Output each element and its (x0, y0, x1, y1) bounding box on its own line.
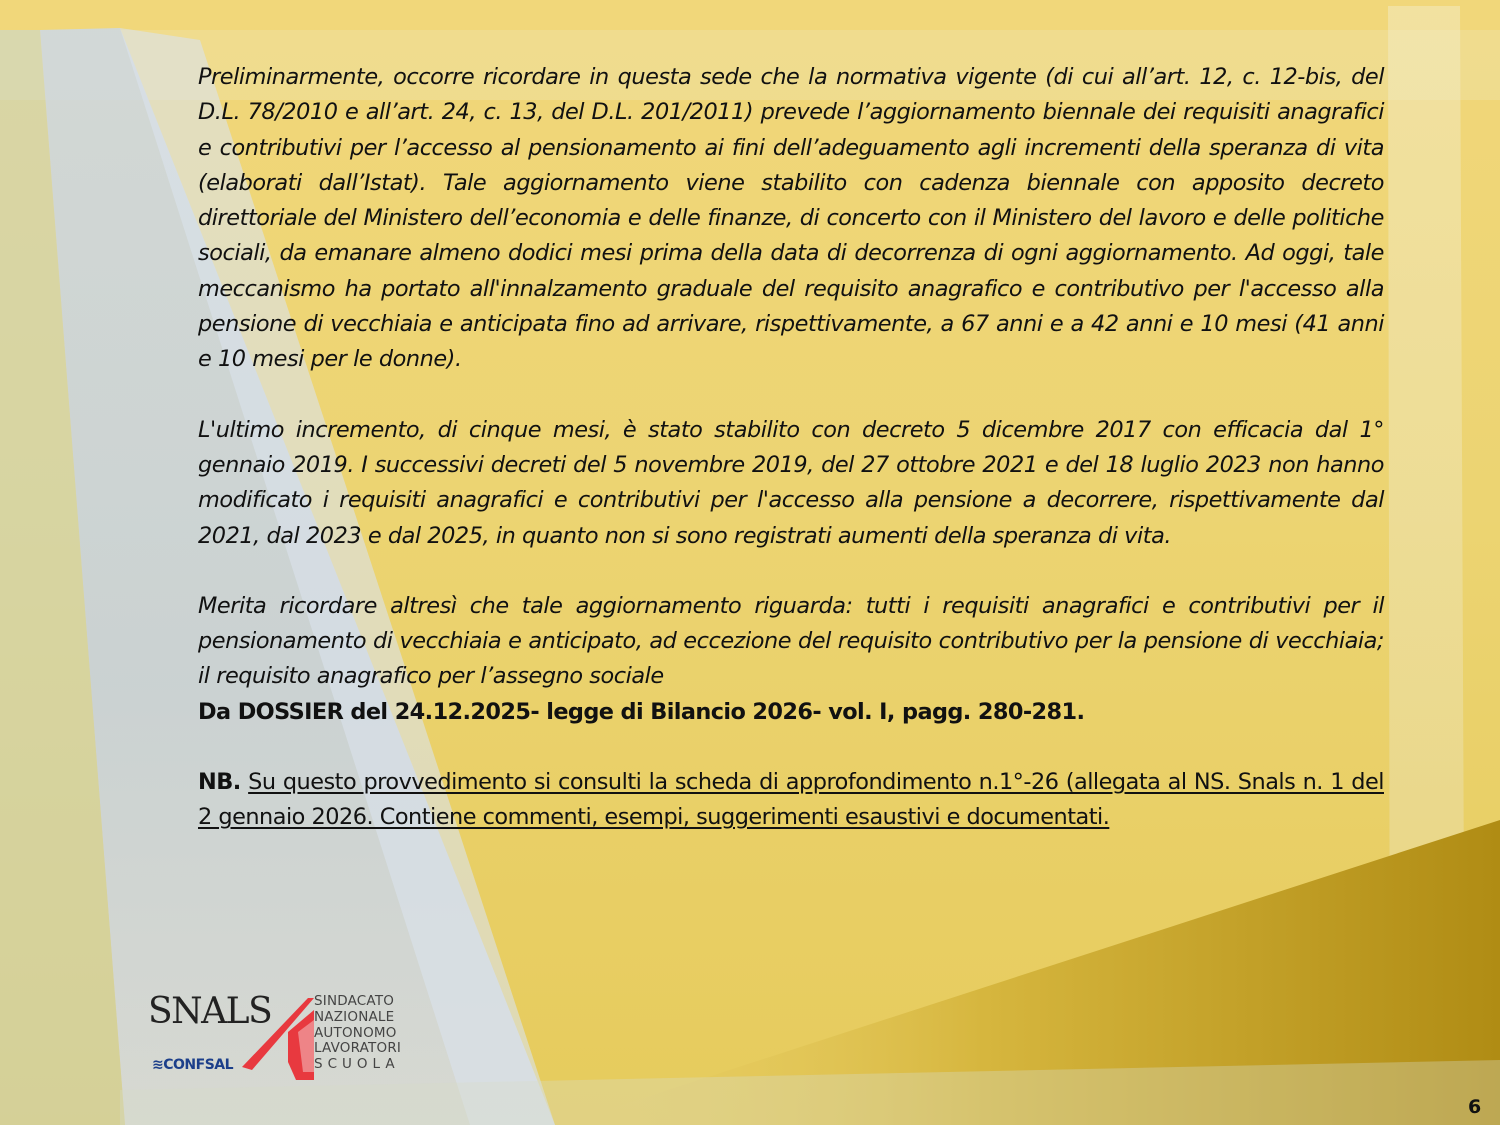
logo-wordmark: SNALS (148, 991, 272, 1032)
logo-line: AUTONOMO (314, 1024, 397, 1041)
confsal-text: CONFSAL (163, 1057, 234, 1073)
confsal-icon: ≋ (152, 1057, 164, 1073)
source-citation: Da DOSSIER del 24.12.2025- legge di Bilancio 2026- vol. I, pagg. 280-281. (198, 698, 1085, 725)
logo-lines (314, 994, 401, 1073)
logo-line: LAVORATORI (314, 1040, 402, 1057)
slide-text (198, 60, 1384, 836)
paragraph-1: Preliminarmente, occorre ricordare in questa sede che la normativa vigente (di cui all’art. 12, c. 12-bis, del D.L. 78/2010 e all’art. 24, c. 13, del D.L. 201/2011) prevede l’aggiornamento biennale dei requisiti anagrafici e contributivi per l’accesso al pensionamento ai fini dell’adeguamento agli incrementi della speranza di vita (elaborati dall’Istat). Tale aggiornamento viene stabilito con cadenza biennale con apposito decreto direttoriale del Ministero dell’economia e delle finanze, di concerto con il Ministero del lavoro e delle politiche sociali, da emanare almeno dodici mesi prima della data di decorrenza di ogni aggiornamento. Ad oggi, tale meccanismo ha portato all'innalzamento graduale del requisito anagrafico e contributivo per l'accesso alla pensione di vecchiaia e anticipata fino ad arrivare, rispettivamente, a 67 anni e a 42 anni e 10 mesi (41 anni e 10 mesi per le donne). (198, 64, 1384, 373)
paragraph-2: L'ultimo incremento, di cinque mesi, è stato stabilito con decreto 5 dicembre 2017 con efficacia dal 1° gennaio 2019. I successivi decreti del 5 novembre 2019, del 27 ottobre 2021 e del 18 luglio 2023 non hanno modificato i requisiti anagrafici e contributivi per l'accesso alla pensione a decorrere, rispettivamente dal 2021, dal 2023 e dal 2025, in quanto non si sono registrati aumenti della speranza di vita. (198, 416, 1384, 549)
page-number: 6 (1468, 1096, 1482, 1118)
nb-label: NB. (198, 769, 241, 796)
paragraph-3: Merita ricordare altresì che tale aggiornamento riguarda: tutti i requisiti anagrafici e contributivi per il pensionamento di vecchiaia e anticipato, ad eccezione del requisito contributivo per la pensione di vecchiaia; il requisito anagrafico per l’assegno sociale (198, 592, 1384, 690)
logo-line: SINDACATO (314, 993, 395, 1009)
nb-note (198, 765, 1384, 836)
confsal-label (152, 1057, 233, 1073)
logo-line: NAZIONALE (314, 1008, 395, 1025)
snals-logo (148, 992, 418, 1087)
logo-line: SCUOLA (314, 1056, 400, 1073)
nb-text: Su questo provvedimento si consulti la scheda di approfondimento n.1°-26 (allegata al NS. Snals n. 1 del 2 gennaio 2026. Contiene commenti, esempi, suggerimenti esaustivi e documentati. (198, 769, 1384, 831)
